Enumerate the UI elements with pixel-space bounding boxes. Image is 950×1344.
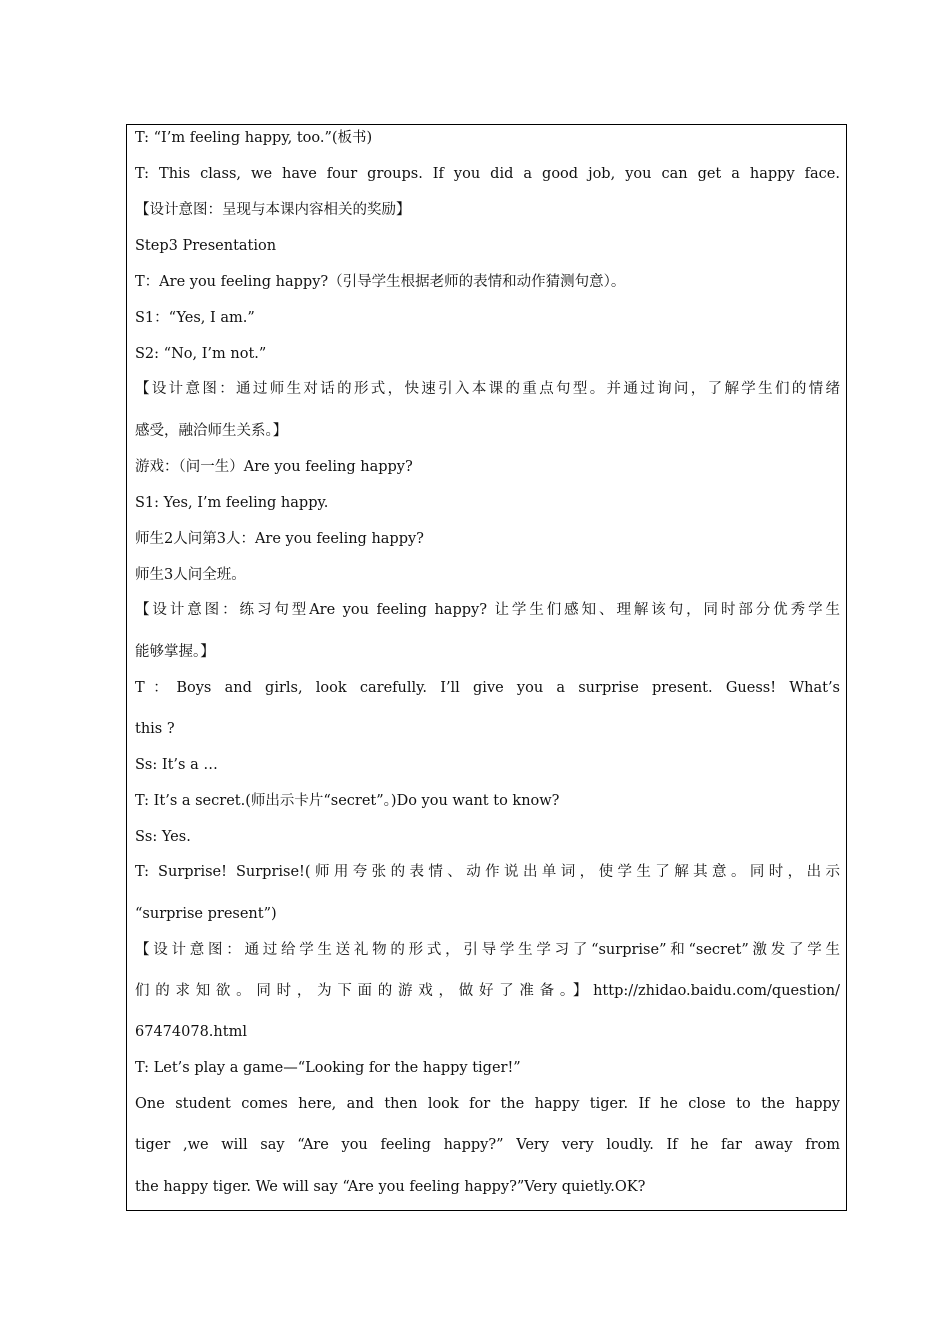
text-line: 师生3人问全班。	[135, 567, 246, 583]
text-line: T：Are you feeling happy?（引导学生根据老师的表情和动作猜测句意）。	[135, 274, 626, 290]
text-line: T：Boys and girls, look carefully. I’ll give you a surprise present. Guess! What’s	[135, 680, 840, 696]
text-line: “surprise present”)	[135, 906, 277, 922]
text-line: Ss: It’s a …	[135, 757, 218, 773]
text-line: T: Let’s play a game—“Looking for the happy tiger!”	[135, 1060, 521, 1076]
design-intent-note: 【设计意图：通过师生对话的形式，快速引入本课的重点句型。并通过询问，了解学生们的情绪	[135, 381, 840, 397]
text-line: 游戏：（问一生）Are you feeling happy?	[135, 459, 413, 475]
text-line: T: It’s a secret.(师出示卡片“secret”。)Do you want to know?	[135, 793, 560, 809]
design-intent-note: 能够掌握。】	[135, 644, 215, 660]
design-intent-note: 们的求知欲。同时，为下面的游戏，做好了准备。】http://zhidao.baidu.com/question/	[135, 983, 840, 999]
url-text: 67474078.html	[135, 1024, 247, 1040]
text-line: S2: “No, I’m not.”	[135, 346, 267, 362]
text-line: T: This class, we have four groups. If you did a good job, you can get a happy face.	[135, 166, 840, 182]
text-line: 师生2人问第3人：Are you feeling happy?	[135, 531, 424, 547]
step-heading: Step3 Presentation	[135, 238, 277, 254]
text-line: T: “I’m feeling happy, too.”(板书)	[135, 130, 373, 146]
design-intent-note: 【设计意图：呈现与本课内容相关的奖励】	[135, 202, 411, 218]
text-line: T: Surprise! Surprise!(师用夸张的表情、动作说出单词，使学生了解其意。同时，出示	[135, 864, 840, 880]
text-line: Ss: Yes.	[135, 829, 191, 845]
text-line: S1：“Yes, I am.”	[135, 310, 255, 326]
text-line: this ?	[135, 721, 175, 737]
text-line: One student comes here, and then look for the happy tiger. If he close to the happy	[135, 1096, 840, 1112]
text-line: the happy tiger. We will say “Are you feeling happy?”Very quietly.OK?	[135, 1179, 646, 1195]
text-line: S1: Yes, I’m feeling happy.	[135, 495, 329, 511]
design-intent-note: 【设计意图：通过给学生送礼物的形式，引导学生学习了“surprise”和“secret”激发了学生	[135, 942, 840, 958]
design-intent-note: 【设计意图：练习句型Are you feeling happy? 让学生们感知、理解该句，同时部分优秀学生	[135, 602, 840, 618]
text-line: tiger ,we will say “Are you feeling happy?” Very very loudly. If he far away from	[135, 1137, 840, 1153]
design-intent-note: 感受，融洽师生关系。】	[135, 423, 288, 439]
